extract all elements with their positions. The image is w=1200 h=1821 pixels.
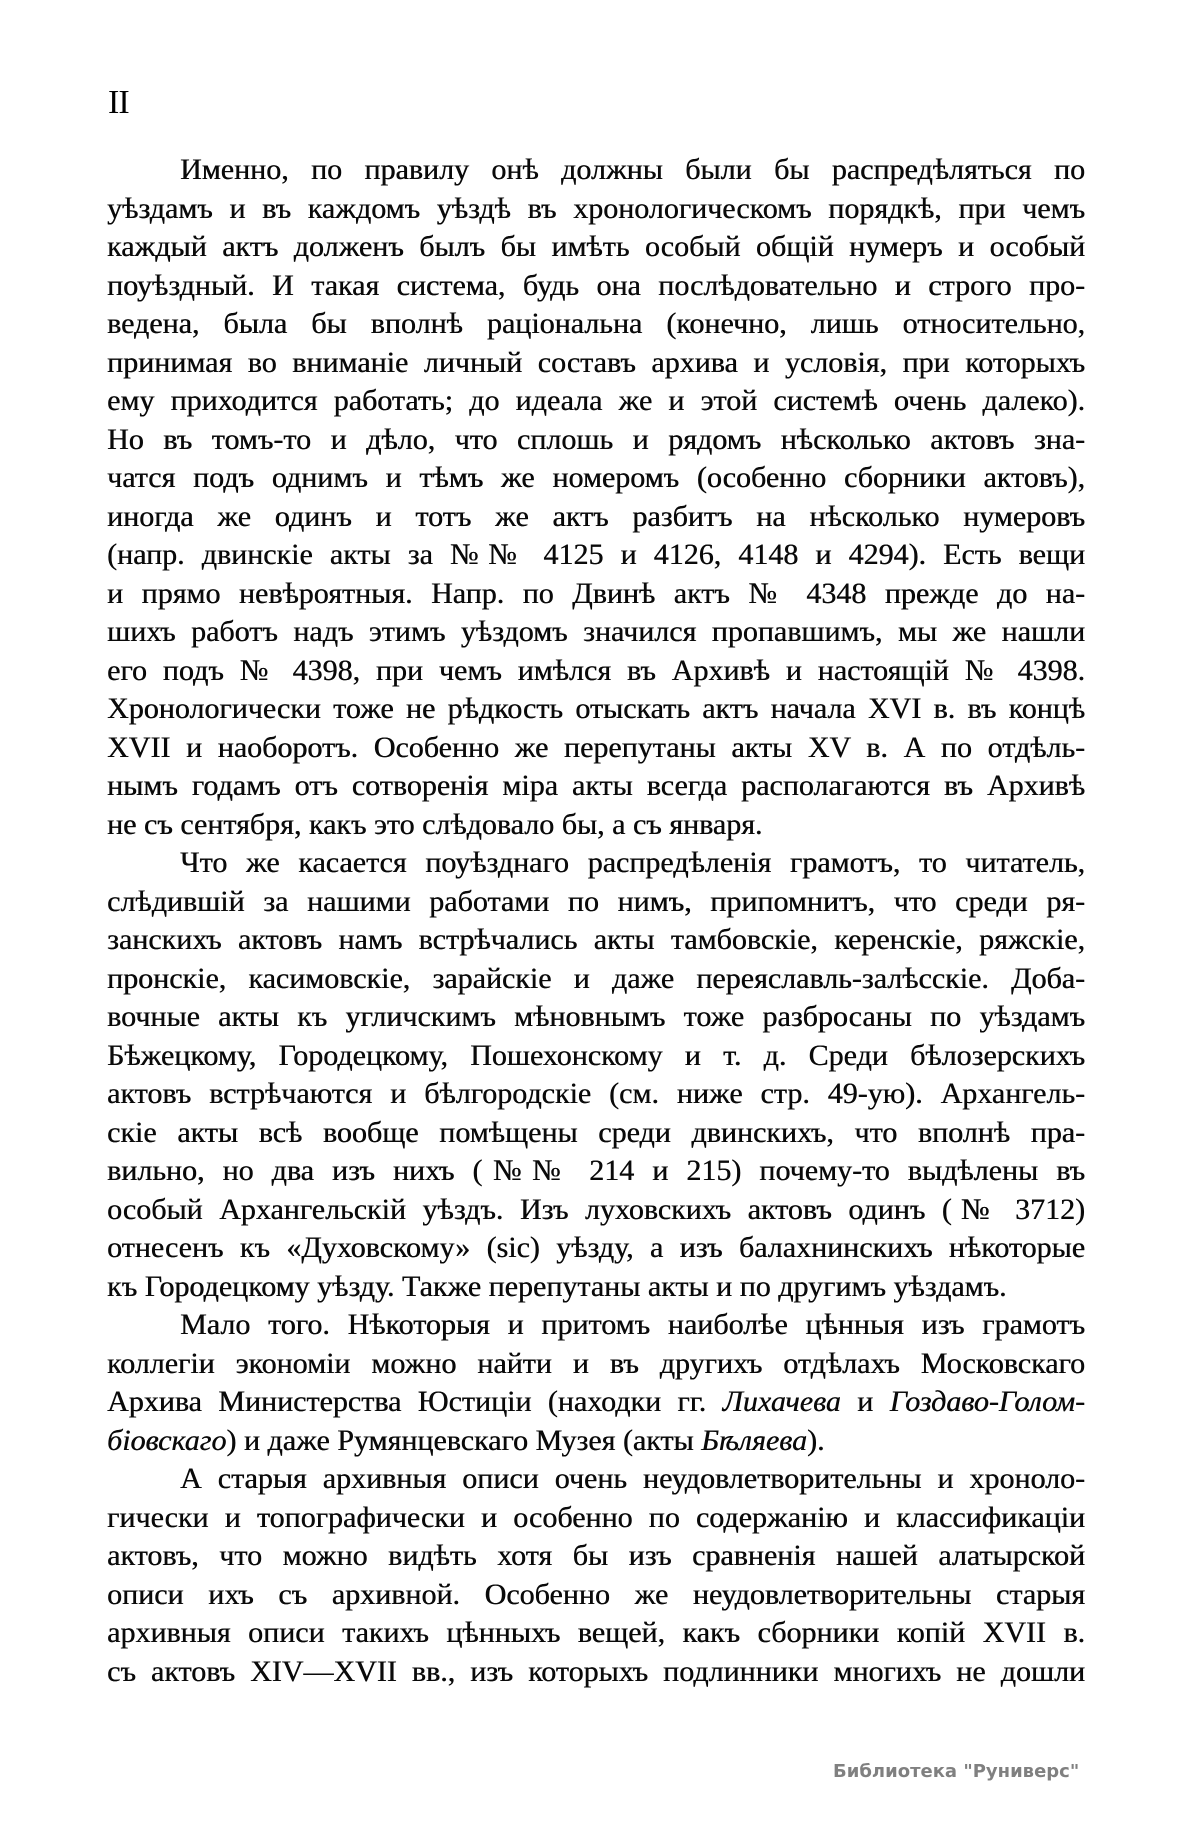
text-line: XVII и наоборотъ. Особенно же перепутаны акты XV в. А по отдѣль- xyxy=(107,730,1085,764)
text-line: слѣдившій за нашими работами по нимъ, припомнитъ, что среди ря- xyxy=(107,884,1085,918)
text-line: чатся подъ однимъ и тѣмъ же номеромъ (особенно сборники актовъ), xyxy=(107,461,1085,494)
text-line: его подъ № 4398, при чемъ имѣлся въ Архивѣ и настоящій № 4398. xyxy=(107,653,1085,687)
text-line: ведена, была бы вполнѣ раціональна (конечно, лишь относительно, xyxy=(107,307,1085,340)
text-line: каждый актъ долженъ былъ бы имѣть особый общій нумеръ и особый xyxy=(107,230,1085,263)
text-line: (напр. двинскіе акты за №№ 4125 и 4126, 4148 и 4294). Есть вещи xyxy=(107,538,1085,571)
text-segment: ). xyxy=(806,1423,825,1457)
text-line: особый Архангельскій уѣздъ. Изъ луховскихъ актовъ одинъ (№ 3712) xyxy=(107,1192,1085,1226)
text-line: принимая во вниманіе личный составъ архива и условія, при которыхъ xyxy=(107,345,1085,379)
text-line: и прямо невѣроятныя. Напр. по Двинѣ актъ № 4348 прежде до на- xyxy=(107,576,1085,610)
text-line: поуѣздный. И такая система, будь она послѣдовательно и строго про- xyxy=(107,268,1085,302)
text-line: ему приходится работать; до идеала же и этой системѣ очень далеко). xyxy=(107,384,1085,417)
text-segment: ) и даже Румянцевскаго Музея (акты xyxy=(226,1423,702,1457)
text-line: уѣздамъ и въ каждомъ уѣздѣ въ хронологическомъ порядкѣ, при чемъ xyxy=(107,191,1085,225)
text-line: описи ихъ съ архивной. Особенно же неудовлетворительны старыя xyxy=(107,1577,1085,1611)
text-line: не съ сентября, какъ это слѣдовало бы, а съ января. xyxy=(107,807,763,841)
text-line: занскихъ актовъ намъ встрѣчались акты тамбовскіе, керенскіе, ряжскіе, xyxy=(107,923,1085,956)
text-line xyxy=(107,1383,1085,1422)
text-line: гически и топографически и особенно по содержанію и классификаціи xyxy=(107,1500,1085,1534)
text-line: вильно, но два изъ нихъ (№№ 214 и 215) почему-то выдѣлены въ xyxy=(107,1154,1085,1187)
text-line: вочные акты къ угличскимъ мѣновнымъ тоже разбросаны по уѣздамъ xyxy=(107,1000,1085,1033)
text-line: скіе акты всѣ вообще помѣщены среди двинскихъ, что вполнѣ пра- xyxy=(107,1115,1085,1149)
text-line: архивныя описи такихъ цѣнныхъ вещей, какъ сборники копій XVII в. xyxy=(107,1616,1085,1649)
library-watermark: Библиотека "Руниверс" xyxy=(833,1761,1080,1782)
text-line: А старыя архивныя описи очень неудовлетворительны и хроноло- xyxy=(180,1462,1085,1495)
text-line: къ Городецкому уѣзду. Также перепутаны акты и по другимъ уѣздамъ. xyxy=(107,1269,1007,1303)
text-line: нымъ годамъ отъ сотворенія міра акты всегда располагаются въ Архивѣ xyxy=(107,769,1085,802)
text-line: иногда же одинъ и тотъ же актъ разбитъ на нѣсколько нумеровъ xyxy=(107,499,1085,533)
text-segment: и xyxy=(840,1385,890,1418)
text-line: Что же касается поуѣзднаго распредѣленія грамотъ, то читатель, xyxy=(180,846,1085,879)
text-line: шихъ работъ надъ этимъ уѣздомъ значился пропавшимъ, мы же нашли xyxy=(107,615,1085,648)
text-line: Хронологически тоже не рѣдкость отыскать актъ начала XVI в. въ концѣ xyxy=(107,692,1085,725)
text-line: Мало того. Нѣкоторыя и притомъ наиболѣе цѣнныя изъ грамотъ xyxy=(180,1308,1085,1341)
text-line: съ актовъ XIV—XVII вв., изъ которыхъ подлинники многихъ не дошли xyxy=(107,1654,1085,1688)
text-line: Но въ томъ-то и дѣло, что сплошь и рядомъ нѣсколько актовъ зна- xyxy=(107,422,1085,456)
body-text xyxy=(107,151,1085,1691)
text-line: коллегіи экономіи можно найти и въ другихъ отдѣлахъ Московскаго xyxy=(107,1346,1085,1380)
text-line: актовъ встрѣчаются и бѣлгородскіе (см. ниже стр. 49-ую). Архангель- xyxy=(107,1077,1085,1110)
text-line: отнесенъ къ «Духовскому» (sic) уѣзду, а изъ балахнинскихъ нѣкоторые xyxy=(107,1231,1085,1264)
text-line: актовъ, что можно видѣть хотя бы изъ сравненія нашей алатырской xyxy=(107,1539,1085,1572)
italic-name: Лихачева xyxy=(722,1385,841,1418)
italic-name: Гоздаво-Голом- xyxy=(889,1385,1085,1418)
text-line: Именно, по правилу онѣ должны были бы распредѣляться по xyxy=(180,153,1085,186)
text-line: пронскіе, касимовскіе, зарайскіе и даже переяславль-залѣсскіе. Доба- xyxy=(107,961,1085,995)
page-number: II xyxy=(108,84,129,121)
italic-name: Бѣляева xyxy=(701,1423,807,1457)
text-segment: Архива Министерства Юстиціи (находки гг. xyxy=(107,1385,723,1418)
text-line xyxy=(107,1422,1085,1461)
text-line: Бѣжецкому, Городецкому, Пошехонскому и т. д. Среди бѣлозерскихъ xyxy=(107,1038,1085,1072)
italic-name: біовскаго xyxy=(107,1423,227,1457)
